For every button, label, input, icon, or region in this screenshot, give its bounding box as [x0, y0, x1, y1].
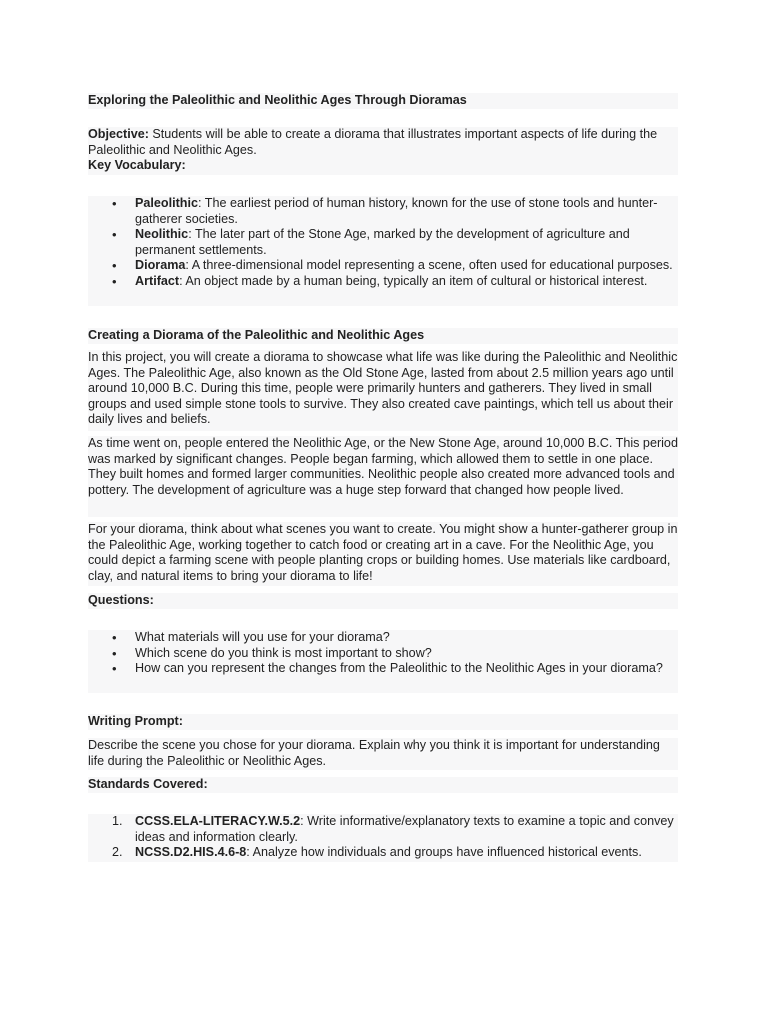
standard-code: NCSS.D2.HIS.4.6-8	[135, 845, 247, 860]
questions-heading: Questions:	[88, 593, 678, 609]
standard-item	[88, 845, 678, 861]
standard-item	[88, 814, 678, 845]
standard-number: 2.	[112, 845, 123, 860]
vocab-list-block	[88, 196, 678, 306]
body-paragraph: For your diorama, think about what scenes you want to create. You might show a hunter-gatherer group in the Paleolithic Age, working together to catch food or creating art in a cave. For the Neolithic Age, you could depict a farming scene with people planting crops or building homes. Use materials like cardboard, clay, and natural items to bring your diorama to life!	[88, 522, 678, 583]
standard-text: : Analyze how individuals and groups have influenced historical events.	[246, 845, 642, 860]
vocab-item	[88, 227, 678, 258]
standard-text: : Write informative/explanatory texts to examine a topic and convey ideas and information clearly.	[135, 814, 674, 844]
standards-heading: Standards Covered:	[88, 777, 678, 793]
question-item: • How can you represent the changes from the Paleolithic to the Neolithic Ages in your diorama?	[88, 661, 678, 677]
body-paragraph: As time went on, people entered the Neolithic Age, or the New Stone Age, around 10,000 B.C. This period was marked by significant changes. People began farming, which allowed them to settle in one place. They built homes and formed larger communities. Neolithic people also created more advanced tools and pottery. The development of agriculture was a huge step forward that changed how people lived.	[88, 436, 678, 497]
writing-prompt-heading: Writing Prompt:	[88, 714, 678, 730]
objective-text: Students will be able to create a diorama that illustrates important aspects of life during the Paleolithic and Neolithic Ages.	[88, 127, 658, 157]
writing-prompt-block	[88, 738, 678, 770]
standards-list	[88, 814, 678, 861]
vocab-item	[88, 274, 678, 290]
document-title: Exploring the Paleolithic and Neolithic Ages Through Dioramas	[88, 93, 678, 109]
paragraph-3	[88, 522, 678, 586]
vocab-term: Artifact	[135, 273, 180, 288]
body-paragraph: In this project, you will create a diorama to showcase what life was like during the Paleolithic and Neolithic Ages. The Paleolithic Age, also known as the Old Stone Age, lasted from about 2.5 million years ago until around 10,000 B.C. During this time, people were primarily hunters and gatherers. They lived in small groups and used simple stone tools to survive. They also created cave paintings, which tell us about their daily lives and beliefs.	[88, 350, 678, 427]
vocab-term: Paleolithic	[135, 196, 198, 210]
standard-number: 1.	[112, 814, 123, 828]
standard-code: CCSS.ELA-LITERACY.W.5.2	[135, 814, 301, 828]
objective-paragraph	[88, 127, 678, 158]
vocab-heading: Key Vocabulary:	[88, 158, 186, 173]
vocab-definition: : The later part of the Stone Age, marked by the development of agriculture and permanent settlements.	[135, 227, 630, 257]
question-item: • Which scene do you think is most important to show?	[88, 646, 678, 662]
vocab-term: Neolithic	[135, 227, 189, 242]
vocab-item	[88, 258, 678, 274]
vocab-definition: : The earliest period of human history, known for the use of stone tools and hunter-gatherer societies.	[135, 196, 658, 226]
questions-list	[88, 630, 678, 677]
questions-block	[88, 630, 678, 693]
writing-prompt-text: Describe the scene you chose for your diorama. Explain why you think it is important for understanding life during the Paleolithic or Neolithic Ages.	[88, 738, 660, 768]
question-item: • What materials will you use for your diorama?	[88, 630, 678, 646]
paragraph-1	[88, 350, 678, 431]
vocab-list	[88, 196, 678, 290]
objective-label: Objective:	[88, 127, 149, 141]
objective-block	[88, 127, 678, 175]
vocab-item	[88, 196, 678, 227]
vocab-term: Diorama	[135, 258, 186, 273]
section-heading: Creating a Diorama of the Paleolithic and Neolithic Ages	[88, 328, 678, 344]
vocab-definition: : An object made by a human being, typically an item of cultural or historical interest.	[179, 273, 648, 288]
paragraph-2	[88, 436, 678, 517]
standards-block	[88, 814, 678, 862]
vocab-definition: : A three-dimensional model representing a scene, often used for educational purposes.	[185, 258, 673, 273]
